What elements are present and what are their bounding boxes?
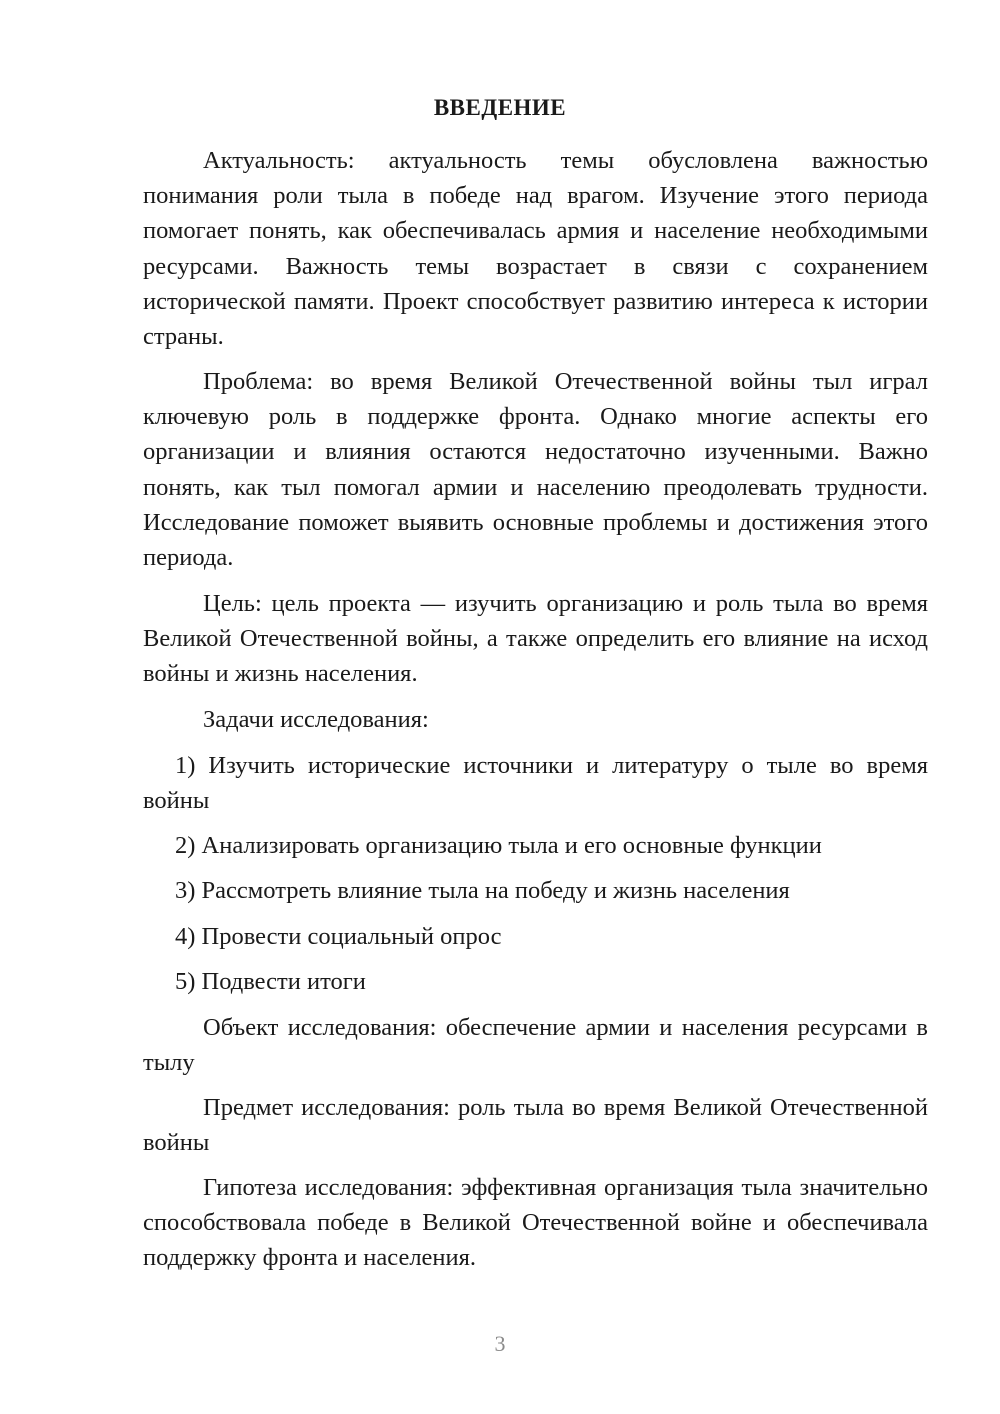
- hypothesis-paragraph: Гипотеза исследования: эффективная организация тыла значительно способствовала победе в Великой Отечественной войне и обеспечивала поддержку фронта и населения.: [143, 1174, 928, 1272]
- page-number: 3: [494, 1331, 506, 1356]
- task-item-2: 2) Анализировать организацию тыла и его основные функции: [175, 832, 822, 859]
- task-item-1: 1) Изучить исторические источники и литературу о тыле во время войны: [143, 752, 928, 815]
- problem-paragraph: Проблема: во время Великой Отечественной войны тыл играл ключевую роль в поддержке фронта. Однако многие аспекты его организации и влияния остаются недостаточно изученными. Важно понять, как тыл помогал армии и населению преодолевать трудности. Исследование поможет выявить основные проблемы и достижения этого периода.: [143, 368, 928, 572]
- section-title: ВВЕДЕНИЕ: [433, 95, 567, 120]
- subject-paragraph: Предмет исследования: роль тыла во время Великой Отечественной войны: [143, 1094, 928, 1157]
- goal-paragraph: Цель: цель проекта — изучить организацию и роль тыла во время Великой Отечественной войны, а также определить его влияние на исход войны и жизнь населения.: [143, 590, 928, 688]
- tasks-heading: Задачи исследования:: [203, 706, 429, 733]
- object-paragraph: Объект исследования: обеспечение армии и населения ресурсами в тылу: [143, 1014, 928, 1077]
- task-item-3: 3) Рассмотреть влияние тыла на победу и жизнь населения: [175, 877, 790, 904]
- relevance-paragraph: Актуальность: актуальность темы обусловлена важностью понимания роли тыла в победе над врагом. Изучение этого периода помогает понять, как обеспечивалась армия и население необходимыми ресурсами. Важность темы возрастает в связи с сохранением исторической памяти. Проект способствует развитию интереса к истории страны.: [143, 147, 928, 351]
- task-item-5: 5) Подвести итоги: [175, 968, 366, 995]
- task-item-4: 4) Провести социальный опрос: [175, 923, 502, 950]
